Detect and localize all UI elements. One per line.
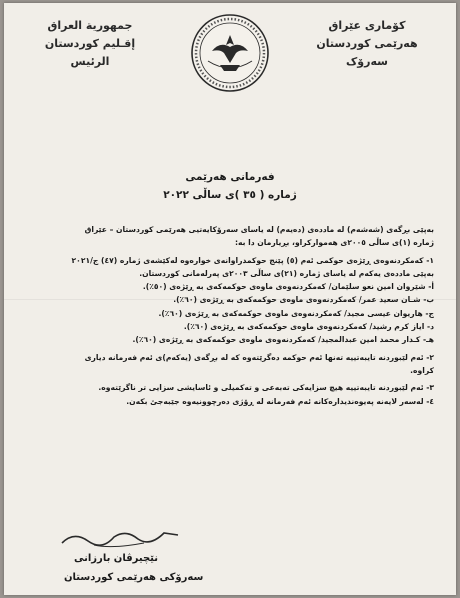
signatory-title: سەرۆکی هەرێمی كوردستان <box>64 572 204 583</box>
decree-body <box>28 223 434 408</box>
presidency-seal-icon <box>190 13 270 93</box>
letterhead-arabic-country: جمهورية العراق <box>47 19 133 32</box>
handwritten-signature-icon <box>54 523 184 551</box>
item-1-line-2: بەپێی ماددەی یەكەم لە یاسای ژمارە (٢١)ی ساڵی ٢٠٠٣ی پەرلەمانی كوردستان. <box>139 268 434 278</box>
decree-number: ژمارە ( ٣٥ )ی ساڵی ٢٠٢٢ <box>163 189 297 201</box>
item-4: ٤- لەسەر لایەنە پەیوەندیدارەكانە ئەم فەرمانە لە ڕۆژی دەرچوونیەوە جێبەجێ بكەن. <box>126 396 434 406</box>
letterhead-kurdish-country: كۆماری عێراق <box>328 19 406 32</box>
item-3: ٣- ئەم لێبوردنە تایبەتییە هیچ سزایەكی تەبەعی و تەكمیلی و ئاسایشی سزایی تر ناگرێتەوە. <box>98 383 434 393</box>
letterhead-arabic-office: الرئيس <box>70 55 110 68</box>
item-2-line-1: ٢- ئەم لێبوردنە تایبەتییە تەنها ئەم حوكمە دەگرێتەوە كە لە بڕگەی (یەكەم)ی ئەم فەرمانە دیاری <box>84 352 434 362</box>
letterhead-kurdish-region: هەرێمی کوردستان <box>316 37 418 50</box>
sub-item-e: هـ- كـدار محمد امین عبدالمجید/ كەمكردنەوەی ماوەی حوكمەكەی بە ڕێژەی (٦٠٪). <box>132 335 434 345</box>
sub-item-c: ج- هاریوان عیسی مجید/ كەمكردنەوەی ماوەی حوكمەكەی بە ڕێژەی (٦٠٪). <box>158 308 434 318</box>
sub-item-a: أ- شێروان امین نعو سلێمان/ كەمكردنەوەی ماوەی حوكمەكەی بە ڕێژەی (٥٠٪). <box>142 282 434 292</box>
letterhead-kurdish-office: سەرۆک <box>346 55 388 68</box>
intro-line-1: بەپێی بڕگەی (شەشەم) لە ماددەی (دەیەم) لە یاسای سەرۆکایەتیی هەرێمی کوردستان – عێراق <box>84 225 434 234</box>
arabic-letterhead <box>20 17 160 71</box>
sub-item-d: د- ایاز كرم رشید/ كەمكردنەوەی ماوەی حوكمەكەی بە ڕێژەی (٦٠٪). <box>183 322 434 332</box>
document-page <box>4 3 456 595</box>
decree-title: فەرمانی هەرێمی <box>185 171 275 183</box>
kurdish-letterhead <box>292 17 442 71</box>
letterhead-arabic-region: إقـليم كوردستان <box>44 37 136 50</box>
item-1-line-1: ١- كەمكردنەوەی ڕێژەی حوكمی ئەم (٥) پێنج حوكمدراوانەی خوارەوە لەكێشەی ژمارە (٤٧) ج/٢٠٢١ <box>71 255 434 265</box>
intro-line-2: ژمارە (١)ی ساڵی ٢٠٠٥ی هەمواركراو، بڕیارمان دا بە: <box>235 238 434 248</box>
signature-block <box>44 523 234 593</box>
item-2-line-2: كراوە. <box>410 365 434 375</box>
signatory-name: نێچیرڤان بارزانی <box>74 553 158 564</box>
sub-item-b: ب- شـان سعید عمر/ كەمكردنەوەی ماوەی حوكمەكەی بە ڕێژەی (٦٠٪). <box>173 295 434 305</box>
